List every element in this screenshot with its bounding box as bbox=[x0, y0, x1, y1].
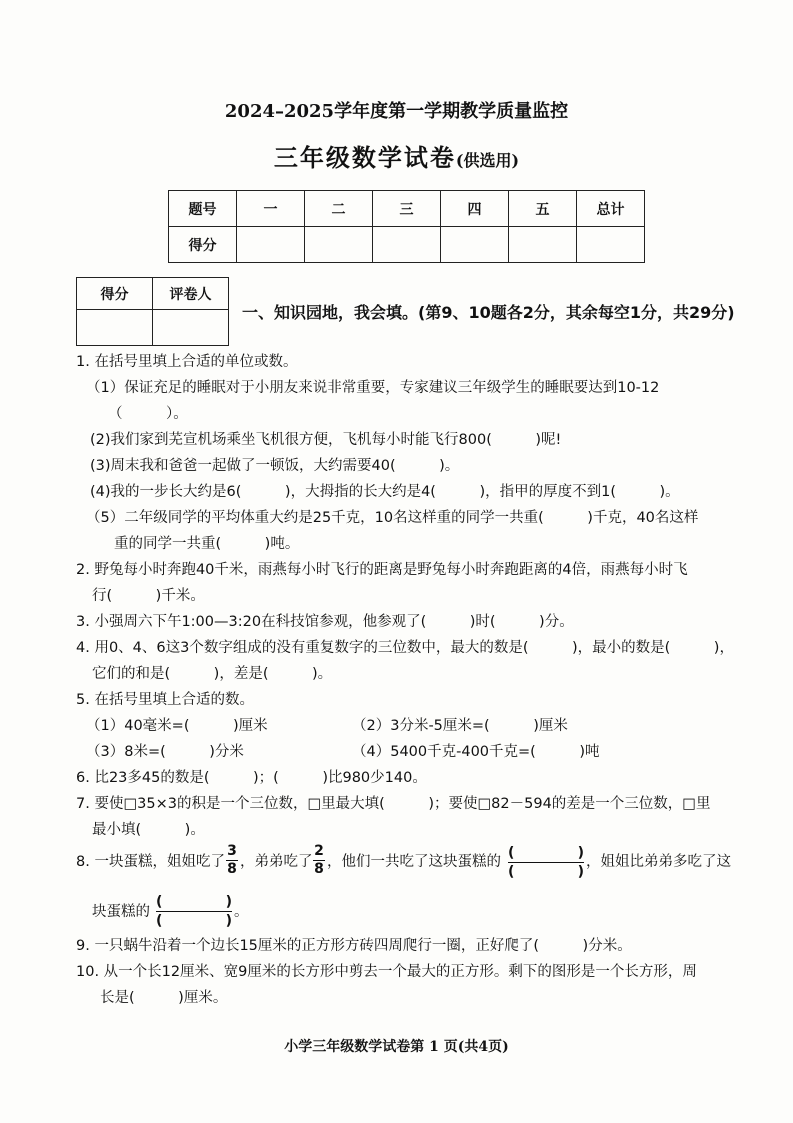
grader-blank-row bbox=[77, 310, 229, 346]
score-blank-cell[interactable] bbox=[509, 227, 577, 263]
close-paren: ) bbox=[225, 913, 232, 929]
question-4-line1: 4. 用0、4、6这3个数字组成的没有重复数字的三位数中，最大的数是( )，最小的数是( )， bbox=[76, 640, 734, 656]
fraction-two-eighths bbox=[313, 844, 325, 877]
fraction-answer-blank[interactable] bbox=[156, 894, 232, 929]
fraction-numerator: 2 bbox=[314, 843, 324, 859]
question-9: 9. 一只蜗牛沿着一个边长15厘米的正方形方砖四周爬行一圈，正好爬了( )分米。 bbox=[76, 938, 632, 954]
question-1-5-line2: 重的同学一共重( )吨。 bbox=[114, 536, 300, 552]
score-header-cell: 五 bbox=[509, 191, 577, 227]
fraction-bar bbox=[508, 862, 584, 863]
question-1-1-line2: （ ）。 bbox=[108, 406, 188, 422]
score-blank-cell[interactable] bbox=[373, 227, 441, 263]
question-8-line2: 块蛋糕的 bbox=[92, 904, 150, 920]
question-2-line1: 2. 野兔每小时奔跑40千米，雨燕每小时飞行的距离是野兔每小时奔跑距离的4倍，雨燕每小时飞 bbox=[76, 562, 688, 578]
close-paren: ) bbox=[225, 894, 232, 910]
grader-score-header: 得分 bbox=[77, 278, 153, 310]
score-blank-cell[interactable] bbox=[305, 227, 373, 263]
fraction-numerator-blank[interactable] bbox=[508, 845, 584, 861]
question-1-1-line1: （1）保证充足的睡眠对于小朋友来说非常重要，专家建议三年级学生的睡眠要达到10-12 bbox=[86, 380, 660, 396]
question-8-end: 。 bbox=[234, 904, 249, 920]
exam-title bbox=[0, 138, 793, 173]
question-4-line2: 它们的和是( )，差是( )。 bbox=[92, 666, 333, 682]
section-1-title: 一、知识园地，我会填。(第9、10题各2分，其余每空1分，共29分) bbox=[242, 303, 735, 322]
fraction-denominator: 8 bbox=[314, 861, 324, 877]
open-paren: ( bbox=[156, 894, 163, 910]
exam-title-main: 三年级数学试卷 bbox=[273, 143, 456, 172]
open-paren: ( bbox=[156, 913, 163, 929]
page-footer: 小学三年级数学试卷第 1 页(共4页) bbox=[284, 1039, 509, 1055]
fraction-denominator-blank[interactable] bbox=[156, 913, 232, 929]
question-8-part2: ，弟弟吃了 bbox=[240, 854, 313, 870]
question-5-4: （4）5400千克-400千克=( )吨 bbox=[352, 744, 600, 760]
question-1: 1. 在括号里填上合适的单位或数。 bbox=[76, 354, 298, 370]
question-1-5-line1: （5）二年级同学的平均体重大约是25千克，10名这样重的同学一共重( )千克，40名这样 bbox=[86, 510, 699, 526]
grader-name-blank[interactable] bbox=[153, 310, 229, 346]
grader-table bbox=[76, 277, 229, 346]
question-5: 5. 在括号里填上合适的数。 bbox=[76, 692, 254, 708]
question-5-2: （2）3分米-5厘米=( )厘米 bbox=[352, 718, 568, 734]
score-table-header-row bbox=[169, 191, 645, 227]
fraction-answer-blank[interactable] bbox=[508, 845, 584, 880]
fraction-bar bbox=[156, 911, 232, 912]
score-header-cell: 三 bbox=[373, 191, 441, 227]
score-table-score-row bbox=[169, 227, 645, 263]
question-3: 3. 小强周六下午1:00—3:20在科技馆参观，他参观了( )时( )分。 bbox=[76, 614, 574, 630]
score-header-cell: 总计 bbox=[577, 191, 645, 227]
fraction-three-eighths bbox=[226, 844, 238, 877]
exam-header-line1: 2024–2025学年度第一学期教学质量监控 bbox=[224, 101, 569, 122]
question-8-part1: 8. 一块蛋糕，姐姐吃了 bbox=[76, 854, 225, 870]
question-1-2: (2)我们家到芜宣机场乘坐飞机很方便，飞机每小时能飞行800( )呢! bbox=[90, 432, 562, 448]
exam-title-sub: (供选用) bbox=[455, 151, 520, 170]
question-7-line1: 7. 要使□35×3的积是一个三位数，□里最大填( )；要使□82－594的差是一个三位数，□里 bbox=[76, 796, 711, 812]
question-5-1: （1）40毫米=( )厘米 bbox=[86, 718, 268, 734]
fraction-numerator: 3 bbox=[227, 843, 237, 859]
score-blank-cell[interactable] bbox=[441, 227, 509, 263]
question-2-line2: 行( )千米。 bbox=[92, 588, 205, 604]
question-1-3: (3)周末我和爸爸一起做了一顿饭，大约需要40( )。 bbox=[90, 458, 460, 474]
question-5-3: （3）8米=( )分米 bbox=[86, 744, 244, 760]
score-header-cell: 四 bbox=[441, 191, 509, 227]
score-header-cell: 二 bbox=[305, 191, 373, 227]
grader-score-blank[interactable] bbox=[77, 310, 153, 346]
fraction-denominator: 8 bbox=[227, 861, 237, 877]
score-blank-cell[interactable] bbox=[237, 227, 305, 263]
score-row-label: 得分 bbox=[169, 227, 237, 263]
open-paren: ( bbox=[508, 845, 515, 861]
score-blank-cell[interactable] bbox=[577, 227, 645, 263]
open-paren: ( bbox=[508, 864, 515, 880]
close-paren: ) bbox=[577, 845, 584, 861]
close-paren: ) bbox=[577, 864, 584, 880]
question-10-line2: 长是( )厘米。 bbox=[100, 990, 228, 1006]
grader-header-row bbox=[77, 278, 229, 310]
fraction-numerator-blank[interactable] bbox=[156, 894, 232, 910]
question-8-part3: ，他们一共吃了这块蛋糕的 bbox=[327, 854, 501, 870]
question-10-line1: 10. 从一个长12厘米、宽9厘米的长方形中剪去一个最大的正方形。剩下的图形是一个长方形，周 bbox=[76, 964, 697, 980]
grader-name-header: 评卷人 bbox=[153, 278, 229, 310]
score-header-cell: 一 bbox=[237, 191, 305, 227]
question-8-part4: ，姐姐比弟弟多吃了这 bbox=[586, 854, 731, 870]
fraction-denominator-blank[interactable] bbox=[508, 864, 584, 880]
question-7-line2: 最小填( )。 bbox=[92, 822, 205, 838]
score-header-cell: 题号 bbox=[169, 191, 237, 227]
question-6: 6. 比23多45的数是( )；( )比980少140。 bbox=[76, 770, 427, 786]
score-table bbox=[168, 190, 645, 263]
question-1-4: (4)我的一步长大约是6( )，大拇指的长大约是4( )，指甲的厚度不到1( )。 bbox=[90, 484, 680, 500]
